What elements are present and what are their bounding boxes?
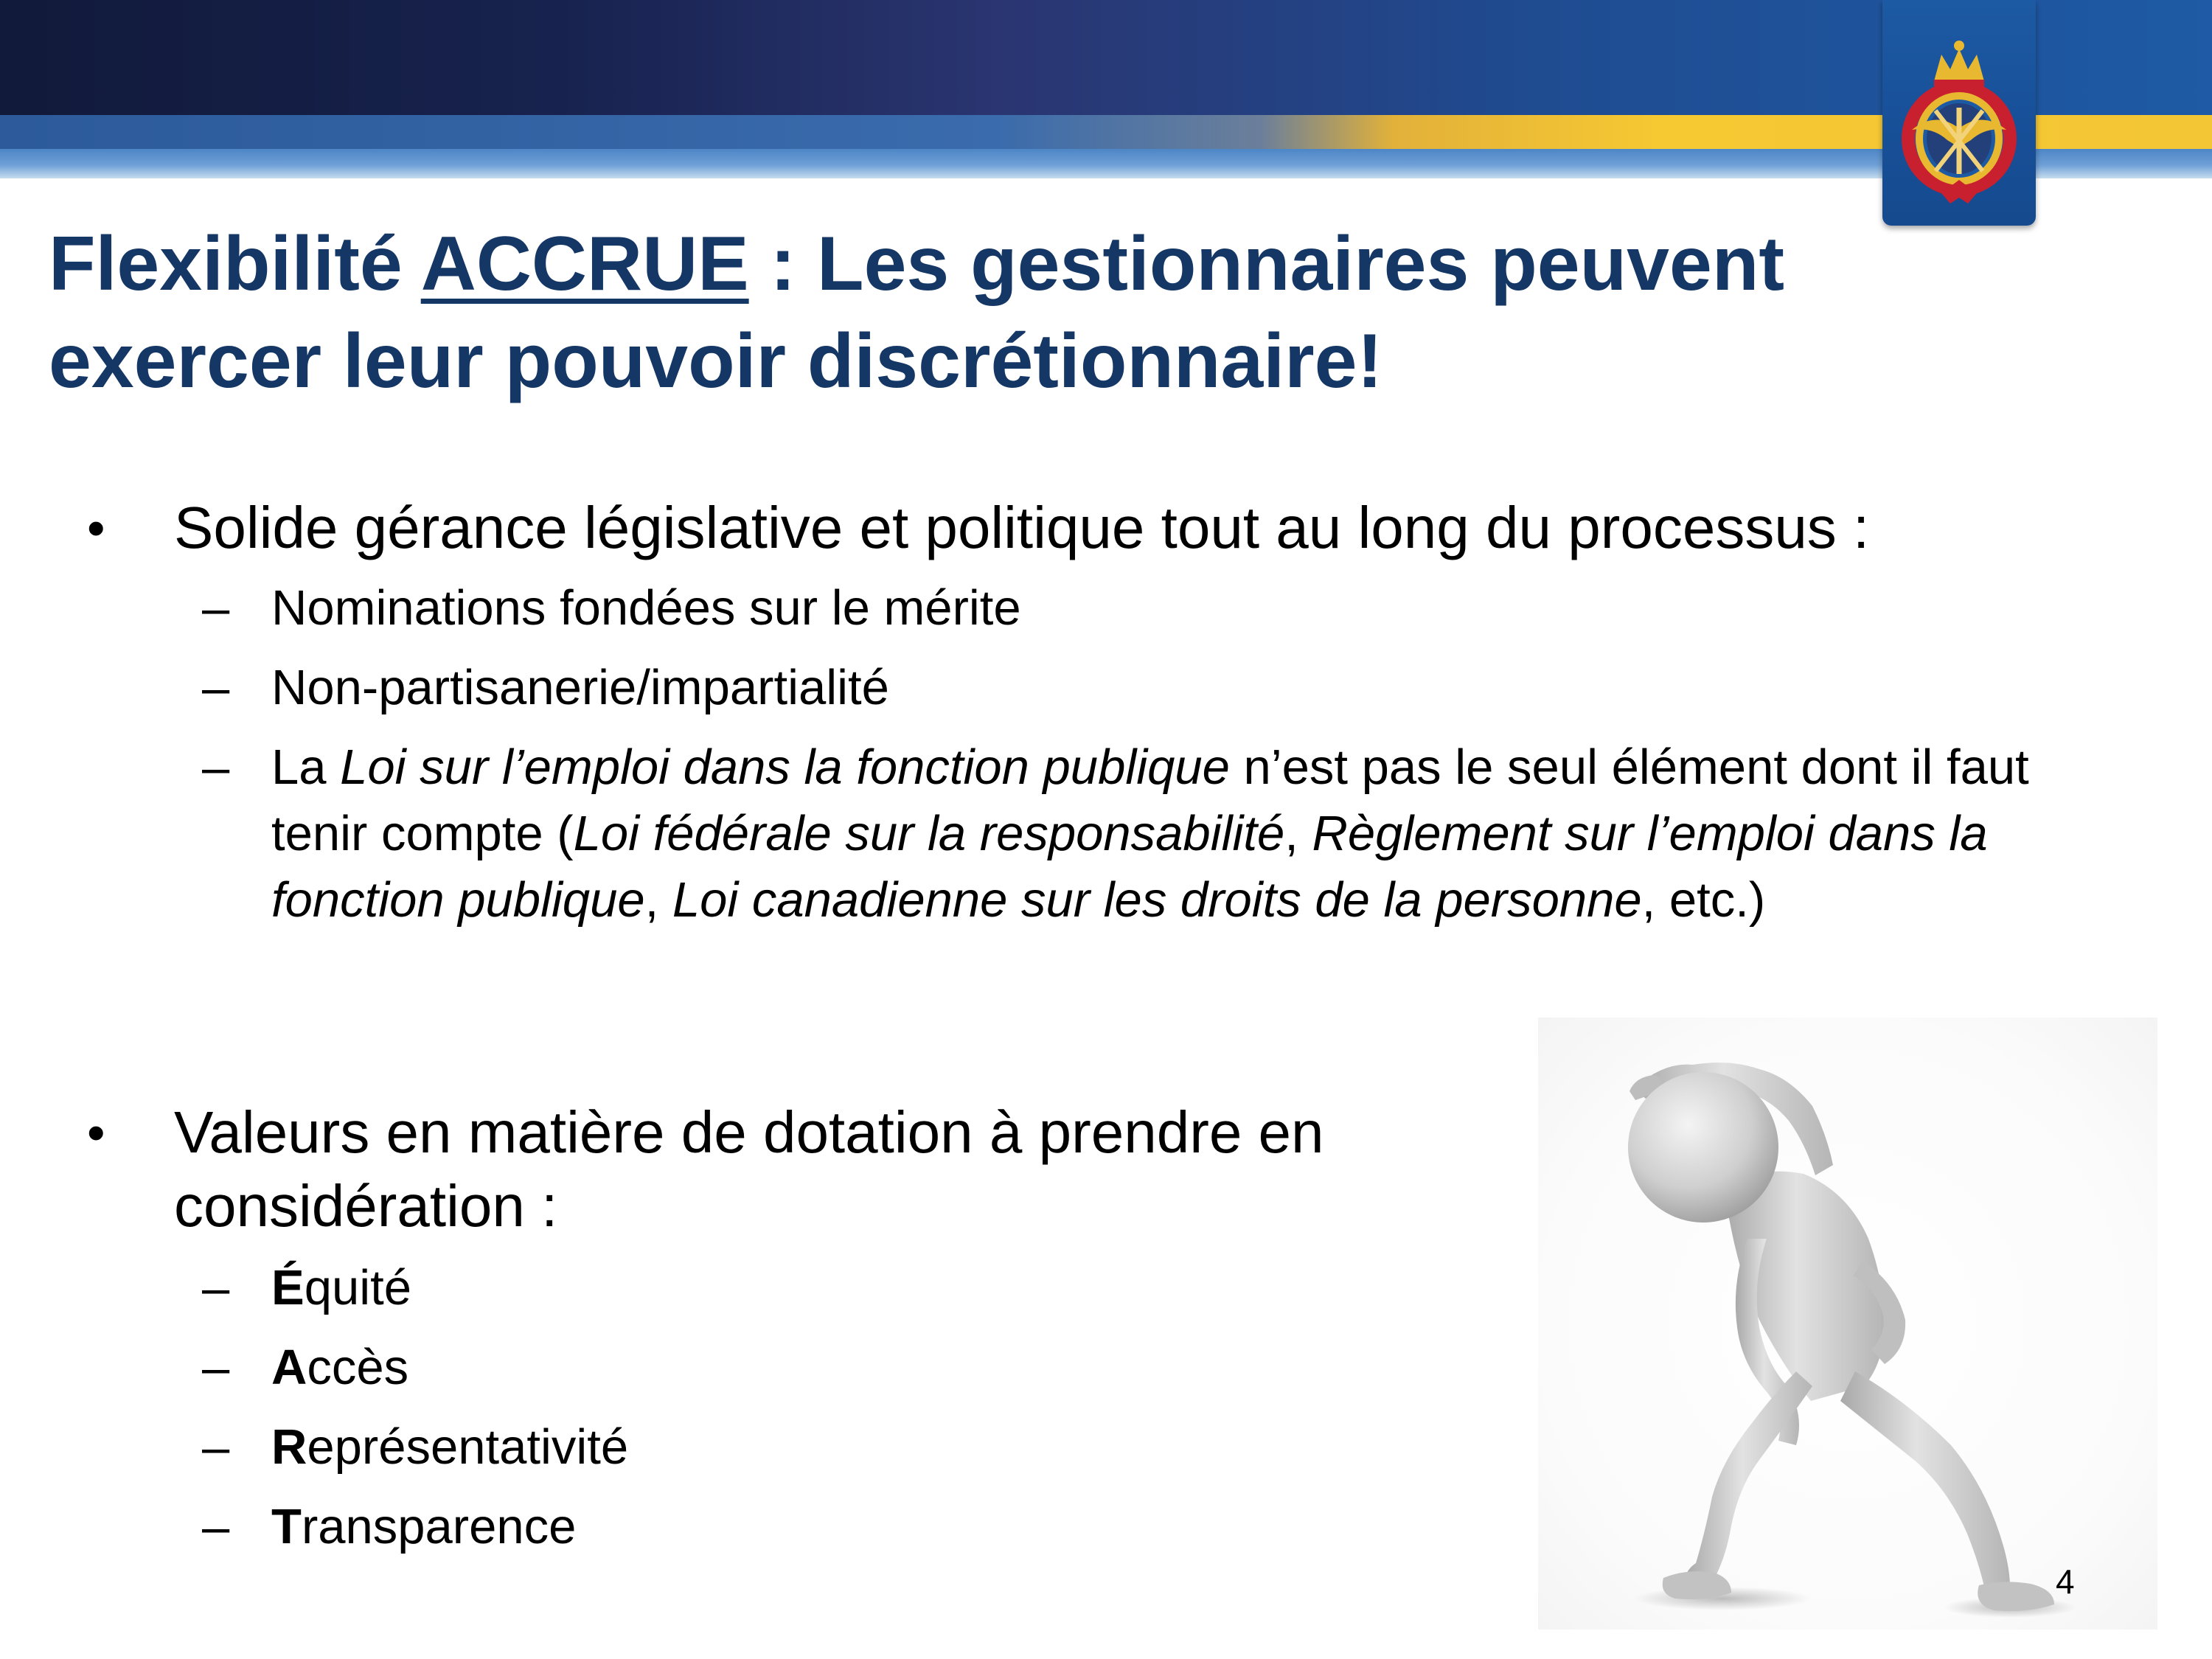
legislation-text-2: n’est pas le seul élément dont il faut tenir compte ( [271,740,2029,861]
dash-marker: – [202,1419,230,1475]
subitem-representativite [202,1414,1304,1481]
bullet-governance-text: Solide gérance législative et politique tout au long du processus : [174,495,1870,560]
subitem-transparence [202,1494,1304,1560]
bullet-governance [87,491,2062,565]
dash-marker: – [202,1340,230,1395]
representativite-initial: R [271,1419,307,1475]
title-underlined-word: ACCRUE [420,221,749,307]
bullet-staffing-values-text: Valeurs en matière de dotation à prendre en considération : [174,1099,1324,1239]
dash-marker: – [202,1499,230,1554]
dash-marker: – [202,740,230,795]
dash-marker: – [202,660,230,715]
legislation-text-4: , [644,872,672,928]
bullet-marker: • [87,499,105,557]
acces-initial: A [271,1340,307,1395]
bullet-marker: • [87,1104,105,1161]
subitem-impartiality-text: Non-partisanerie/impartialité [271,660,889,715]
subitem-merit-text: Nominations fondées sur le mérite [271,580,1021,636]
legislation-text-3: , [1284,806,1312,861]
dash-marker: – [202,1260,230,1315]
transparence-initial: T [271,1499,302,1554]
legislation-text-1: La [271,740,341,795]
subitem-acces [202,1335,1304,1401]
subitem-merit [202,575,2041,641]
legislation-lfr: Loi fédérale sur la responsabilité [573,806,1285,861]
legislation-text-5: , etc.) [1641,872,1766,928]
dash-marker: – [202,580,230,636]
legislation-lefp: Loi sur l’emploi dans la fonction publique [340,740,1230,795]
acces-rest: ccès [307,1340,409,1395]
stretching-figure-image [1538,1018,2157,1630]
title-prefix: Flexibilité [49,221,421,307]
title-line-2: exercer leur pouvoir discrétionnaire! [49,319,1383,404]
subitem-legislation [202,734,2100,933]
transparence-rest: ransparence [301,1499,577,1554]
equite-initial: É [271,1260,305,1315]
title-suffix: : Les gestionnaires peuvent [748,221,1784,307]
bullet-staffing-values [87,1096,1427,1243]
legislation-refp: Règlement sur l’emploi dans la fonction publique [271,806,1988,928]
representativite-rest: eprésentativité [307,1419,629,1475]
page-number: 4 [2056,1562,2075,1601]
equite-rest: quité [304,1260,411,1315]
subitem-equite [202,1255,1304,1321]
subitem-impartiality [202,655,2041,721]
legislation-lcdp: Loi canadienne sur les droits de la personne [672,872,1642,928]
